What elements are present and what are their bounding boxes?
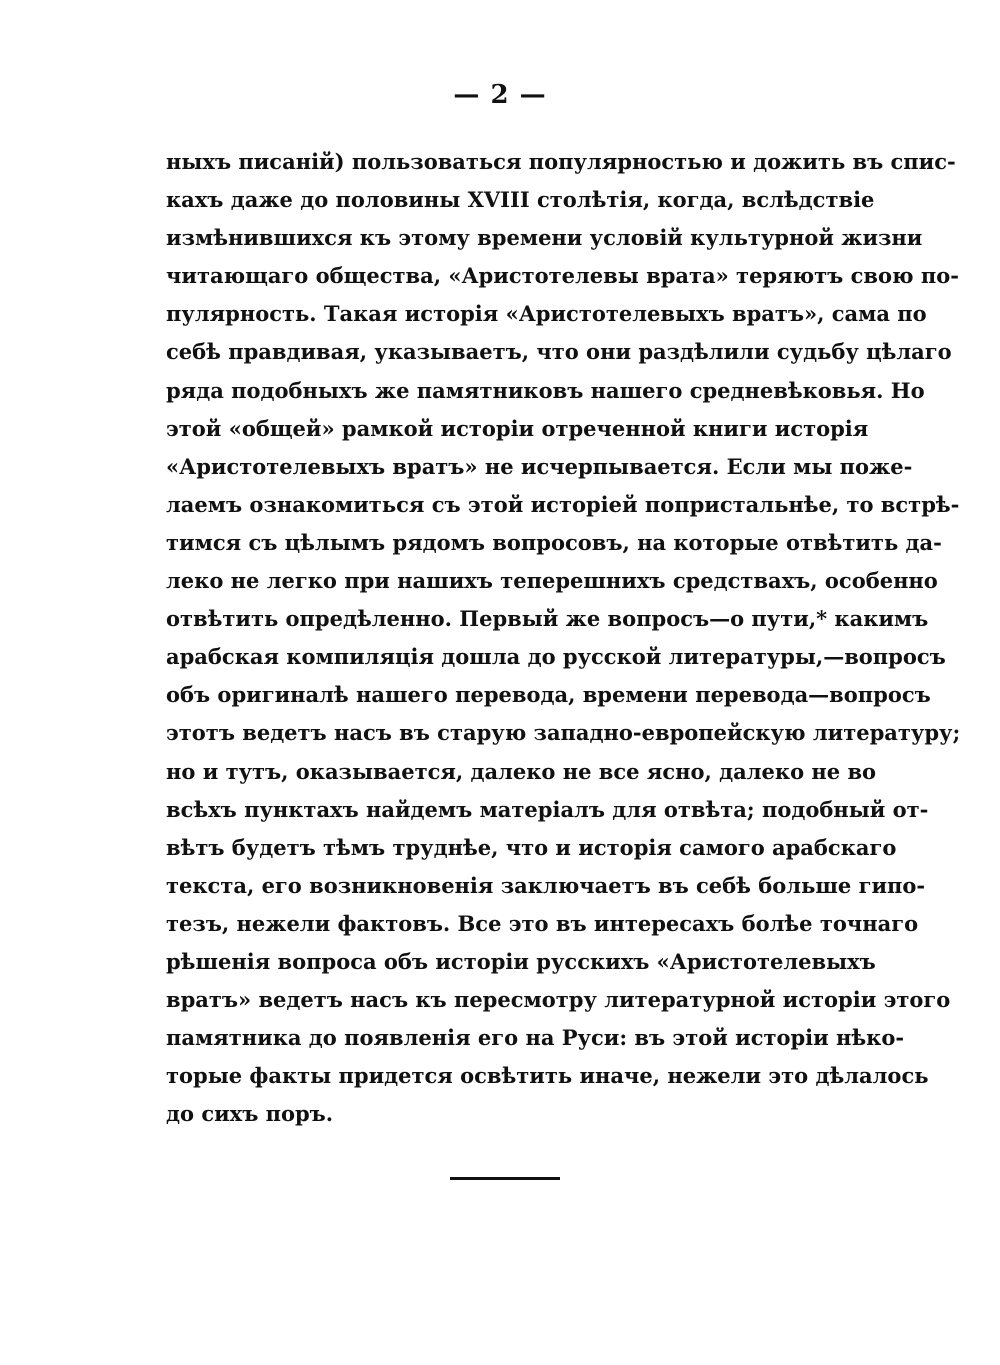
text-line: ряда подобныхъ же памятниковъ нашего средневѣковья. Но <box>166 377 925 403</box>
text-line: рѣшенія вопроса объ исторіи русскихъ «Аристотелевыхъ <box>166 948 876 974</box>
text-line: этотъ ведетъ насъ въ старую западно-европейскую литературу; <box>166 720 961 746</box>
text-line: лаемъ ознакомиться съ этой исторіей попристальнѣе, то встрѣ- <box>166 491 960 517</box>
body-text <box>166 143 961 1133</box>
text-line: этой «общей» рамкой исторіи отреченной книги исторія <box>166 415 869 441</box>
text-line: кахъ даже до половины XVIII столѣтія, когда, вслѣдствіе <box>166 187 875 213</box>
text-line: леко не легко при нашихъ теперешнихъ средствахъ, особенно <box>166 568 938 594</box>
text-line: торые факты придется освѣтить иначе, нежели это дѣлалось <box>166 1063 929 1089</box>
text-line: текста, его возникновенія заключаетъ въ себѣ больше гипо- <box>166 872 926 898</box>
section-end-rule <box>450 1177 560 1180</box>
text-line: вѣтъ будетъ тѣмъ труднѣе, что и исторія самого арабскаго <box>166 834 897 860</box>
text-line: ныхъ писаній) пользоваться популярностью и дожить въ спис- <box>166 149 956 174</box>
text-line: арабская компиляція дошла до русской литературы,—вопросъ <box>166 644 946 670</box>
text-line: вратъ» ведетъ насъ къ пересмотру литературной исторіи этого <box>166 987 951 1013</box>
text-line: тимся съ цѣлымъ рядомъ вопросовъ, на которые отвѣтить да- <box>166 529 942 555</box>
text-line: пулярность. Такая исторія «Аристотелевыхъ вратъ», сама по <box>166 301 927 327</box>
text-line: себѣ правдивая, указываетъ, что они раздѣлили судьбу цѣлаго <box>166 339 952 365</box>
text-line: памятника до появленія его на Руси: въ этой исторіи нѣко- <box>166 1025 905 1051</box>
text-line: измѣнившихся къ этому времени условій культурной жизни <box>166 225 923 251</box>
text-line: всѣхъ пунктахъ найдемъ матеріалъ для отвѣта; подобный от- <box>166 796 929 822</box>
text-line: отвѣтить опредѣленно. Первый же вопросъ—о пути,* какимъ <box>166 606 929 632</box>
text-line: объ оригиналѣ нашего перевода, времени перевода—вопросъ <box>166 682 931 708</box>
page-number: — 2 — <box>453 80 547 110</box>
text-line: читающаго общества, «Аристотелевы врата» теряютъ свою по- <box>166 263 959 289</box>
text-line: до сихъ поръ. <box>166 1101 334 1127</box>
text-line: тезъ, нежели фактовъ. Все это въ интересахъ болѣе точнаго <box>166 910 919 936</box>
text-line: но и тутъ, оказывается, далеко не все ясно, далеко не во <box>166 758 877 784</box>
text-line: «Аристотелевыхъ вратъ» не исчерпывается. Если мы поже- <box>166 453 913 479</box>
